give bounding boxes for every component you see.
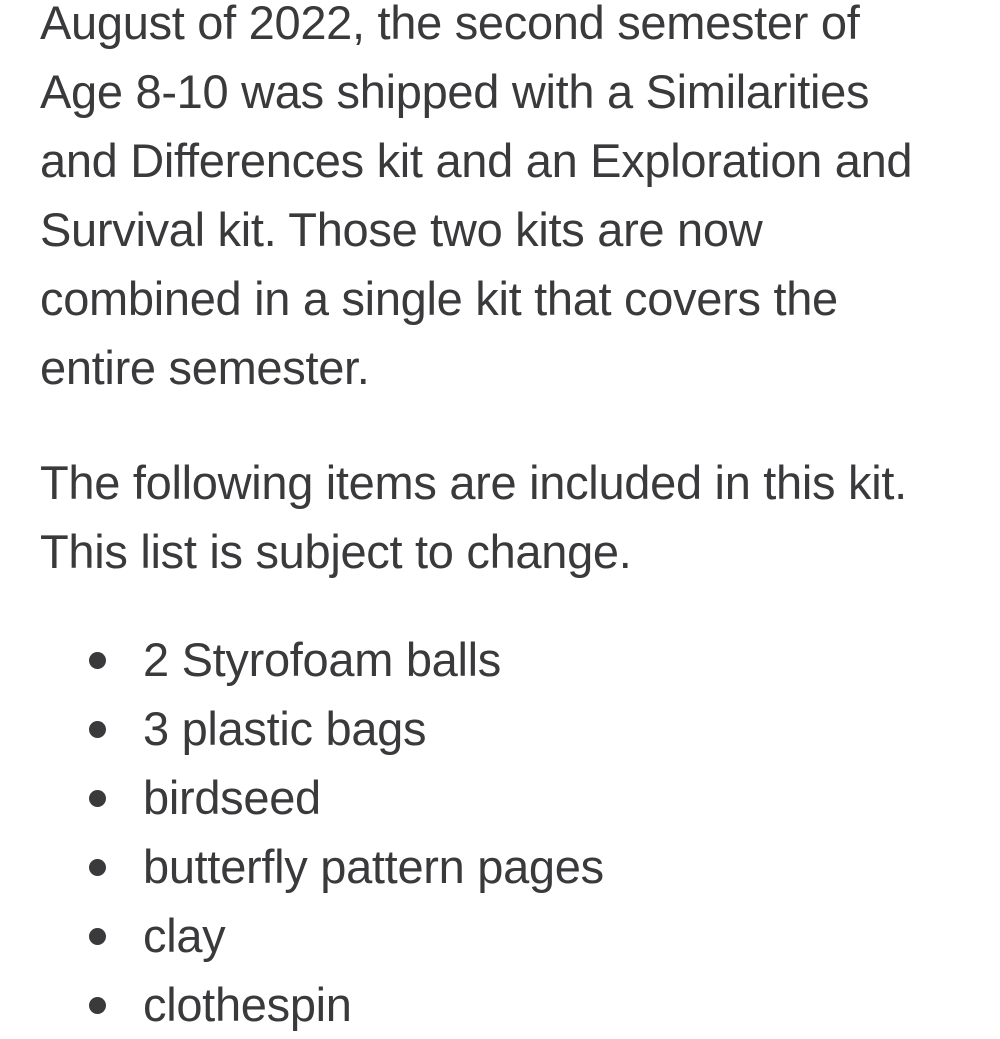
bullet-icon: [89, 652, 106, 669]
list-item-text: 3 plastic bags: [143, 702, 427, 755]
intro-line: combined in a single kit that covers the: [40, 272, 838, 325]
kit-items-list: [0, 625, 1000, 1039]
list-intro-line: This list is subject to change.: [40, 525, 632, 578]
list-item: [0, 625, 1000, 694]
list-item-text: butterfly pattern pages: [143, 840, 604, 893]
intro-line: August of 2022, the second semester of: [40, 0, 860, 49]
bullet-icon: [89, 928, 106, 945]
bullet-icon: [89, 721, 106, 738]
list-item: [0, 763, 1000, 832]
bullet-icon: [89, 790, 106, 807]
bullet-icon: [89, 859, 106, 876]
list-item: [0, 901, 1000, 970]
list-intro-line: The following items are included in this kit.: [40, 456, 907, 509]
list-item: [0, 970, 1000, 1039]
list-item-text: clothespin: [143, 978, 352, 1031]
intro-line: Age 8-10 was shipped with a Similarities: [40, 65, 870, 118]
bullet-icon: [89, 997, 106, 1014]
intro-line: Survival kit. Those two kits are now: [40, 203, 763, 256]
list-item-text: birdseed: [143, 771, 321, 824]
list-item-text: clay: [143, 909, 226, 962]
intro-line: entire semester.: [40, 341, 370, 394]
list-item: [0, 694, 1000, 763]
list-intro-paragraph: [40, 448, 985, 586]
list-item: [0, 832, 1000, 901]
intro-line: and Differences kit and an Exploration and: [40, 134, 913, 187]
intro-paragraph: [40, 0, 985, 402]
list-item-text: 2 Styrofoam balls: [143, 633, 502, 686]
